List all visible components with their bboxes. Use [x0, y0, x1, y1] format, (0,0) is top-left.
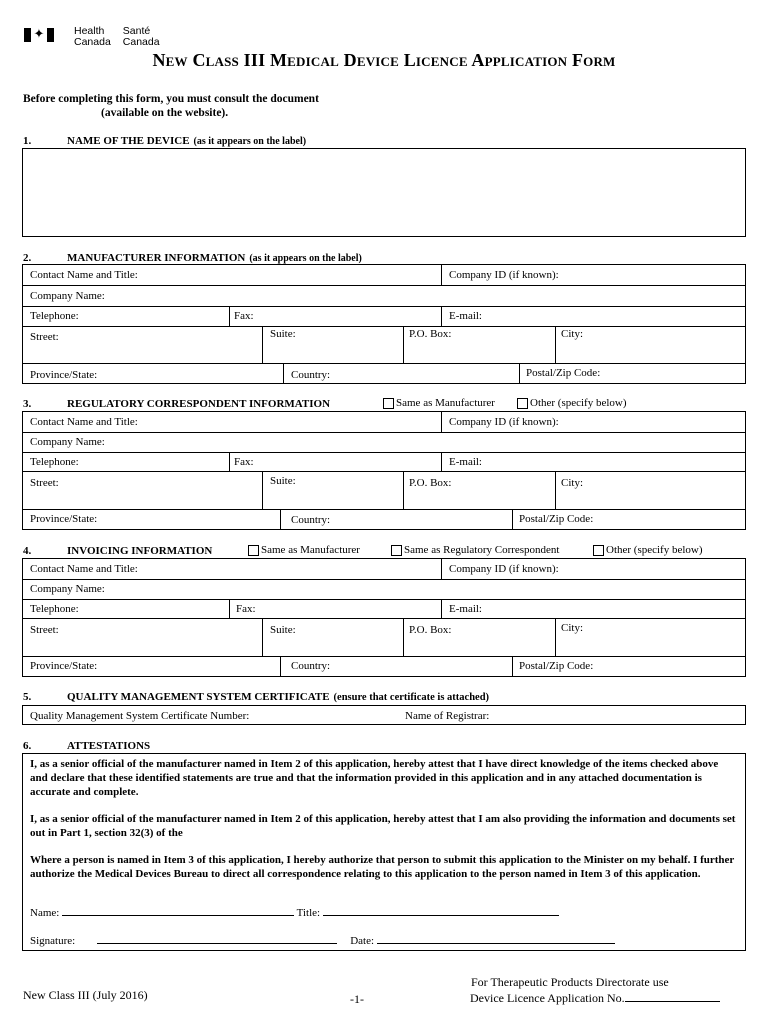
attestation-paragraph-3: Where a person is named in Item 3 of this application, I hereby authorize that person to submit this application to the Minister on my behalf. I further authorize the Medical Devices Bureau to direct all correspondence relating to this application to the person named in Item 3 of this application.	[30, 854, 735, 880]
qms-number-field[interactable]: Quality Management System Certificate Number:	[30, 710, 250, 722]
mfr-city-field[interactable]: City:	[561, 328, 584, 340]
rc-po-box-field[interactable]: P.O. Box:	[409, 477, 452, 489]
section-5-heading: 5. QUALITY MANAGEMENT SYSTEM CERTIFICATE (ensure that certificate is attached)	[23, 691, 490, 703]
page-number: -1-	[350, 992, 364, 1006]
signature-field[interactable]	[97, 934, 337, 944]
mfr-fax-field[interactable]: Fax:	[234, 310, 254, 322]
attestation-paragraph-1: I, as a senior official of the manufacturer named in Item 2 of this application, hereby attest that I have direct knowledge of the items checked above and declare that these identified statements are true and that the information provided in this application and in any attached documentation is accurate and complete.	[30, 758, 719, 798]
inv-telephone-field[interactable]: Telephone:	[30, 603, 79, 615]
inv-same-as-manufacturer-checkbox[interactable]: Same as Manufacturer	[248, 544, 360, 556]
inv-po-box-field[interactable]: P.O. Box:	[409, 624, 452, 636]
rc-suite-field[interactable]: Suite:	[270, 475, 296, 487]
mfr-company-name-field[interactable]: Company Name:	[30, 290, 105, 302]
rc-company-name-field[interactable]: Company Name:	[30, 436, 105, 448]
qms-certificate-table	[22, 705, 746, 725]
section-2-heading: 2. MANUFACTURER INFORMATION (as it appears on the label)	[23, 252, 362, 264]
rc-telephone-field[interactable]: Telephone:	[30, 456, 79, 468]
section-6-heading: 6. ATTESTATIONS	[23, 740, 151, 752]
name-field[interactable]	[62, 906, 294, 916]
rc-contact-field[interactable]: Contact Name and Title:	[30, 416, 138, 428]
other-specify-checkbox[interactable]: Other (specify below)	[517, 397, 627, 409]
mfr-suite-field[interactable]: Suite:	[270, 328, 296, 340]
form-version: New Class III (July 2016)	[23, 988, 148, 1002]
inv-city-field[interactable]: City:	[561, 622, 584, 634]
mfr-po-box-field[interactable]: P.O. Box:	[409, 328, 452, 340]
inv-country-field[interactable]: Country:	[291, 660, 331, 672]
inv-postal-field[interactable]: Postal/Zip Code:	[519, 660, 594, 672]
inv-company-id-field[interactable]: Company ID (if known):	[449, 563, 559, 575]
section-1-heading: 1. NAME OF THE DEVICE (as it appears on the label)	[23, 135, 307, 147]
inv-fax-field[interactable]: Fax:	[236, 603, 256, 615]
application-number-line: Device Licence Application No.	[470, 991, 720, 1006]
registrar-field[interactable]: Name of Registrar:	[405, 710, 490, 722]
same-as-manufacturer-checkbox[interactable]: Same as Manufacturer	[383, 397, 495, 409]
section-4-heading: 4. INVOICING INFORMATION Same as Manufacturer Same as Regulatory Correspondent Other (specify below)	[23, 544, 703, 557]
manufacturer-info-table	[22, 264, 746, 384]
inv-other-specify-checkbox[interactable]: Other (specify below)	[593, 544, 703, 556]
rc-company-id-field[interactable]: Company ID (if known):	[449, 416, 559, 428]
inv-company-name-field[interactable]: Company Name:	[30, 583, 105, 595]
government-identifier	[24, 26, 160, 48]
attestation-paragraph-2: I, as a senior official of the manufacturer named in Item 2 of this application, hereby attest that I am also providing the information and documents set out in Part 1, section 32(3) of the	[30, 813, 736, 839]
rc-province-field[interactable]: Province/State:	[30, 513, 98, 525]
department-name-en: Health Canada	[74, 25, 111, 48]
rc-street-field[interactable]: Street:	[30, 477, 59, 489]
title-field[interactable]	[323, 906, 559, 916]
inv-province-field[interactable]: Province/State:	[30, 660, 98, 672]
rc-fax-field[interactable]: Fax:	[234, 456, 254, 468]
application-number-field[interactable]	[625, 992, 720, 1002]
inv-same-as-correspondent-checkbox[interactable]: Same as Regulatory Correspondent	[391, 544, 560, 556]
mfr-province-field[interactable]: Province/State:	[30, 369, 98, 381]
rc-postal-field[interactable]: Postal/Zip Code:	[519, 513, 594, 525]
device-name-field[interactable]	[22, 148, 746, 237]
mfr-telephone-field[interactable]: Telephone:	[30, 310, 79, 322]
regulatory-correspondent-table	[22, 411, 746, 530]
inv-contact-field[interactable]: Contact Name and Title:	[30, 563, 138, 575]
mfr-email-field[interactable]: E-mail:	[449, 310, 482, 322]
inv-street-field[interactable]: Street:	[30, 624, 59, 636]
mfr-company-id-field[interactable]: Company ID (if known):	[449, 269, 559, 281]
rc-email-field[interactable]: E-mail:	[449, 456, 482, 468]
invoicing-info-table	[22, 558, 746, 677]
form-title: New Class III Medical Device Licence Application Form	[152, 50, 616, 70]
signature-date-line: Signature: Date:	[30, 934, 615, 947]
name-title-line: Name: Title:	[30, 906, 559, 919]
canada-flag-icon: ✦	[24, 28, 54, 42]
inv-email-field[interactable]: E-mail:	[449, 603, 482, 615]
mfr-street-field[interactable]: Street:	[30, 331, 59, 343]
section-3-heading: 3. REGULATORY CORRESPONDENT INFORMATION Same as Manufacturer Other (specify below)	[23, 397, 627, 410]
rc-country-field[interactable]: Country:	[291, 514, 331, 526]
department-name-fr: Santé Canada	[122, 25, 160, 48]
rc-city-field[interactable]: City:	[561, 477, 584, 489]
intro-text: Before completing this form, you must consult the document (available on the website).	[23, 93, 319, 119]
tpd-use-label: For Therapeutic Products Directorate use	[471, 975, 669, 989]
attestations-box	[22, 753, 746, 951]
mfr-contact-field[interactable]: Contact Name and Title:	[30, 269, 138, 281]
date-field[interactable]	[377, 934, 615, 944]
mfr-country-field[interactable]: Country:	[291, 369, 331, 381]
inv-suite-field[interactable]: Suite:	[270, 624, 296, 636]
mfr-postal-field[interactable]: Postal/Zip Code:	[526, 367, 601, 379]
